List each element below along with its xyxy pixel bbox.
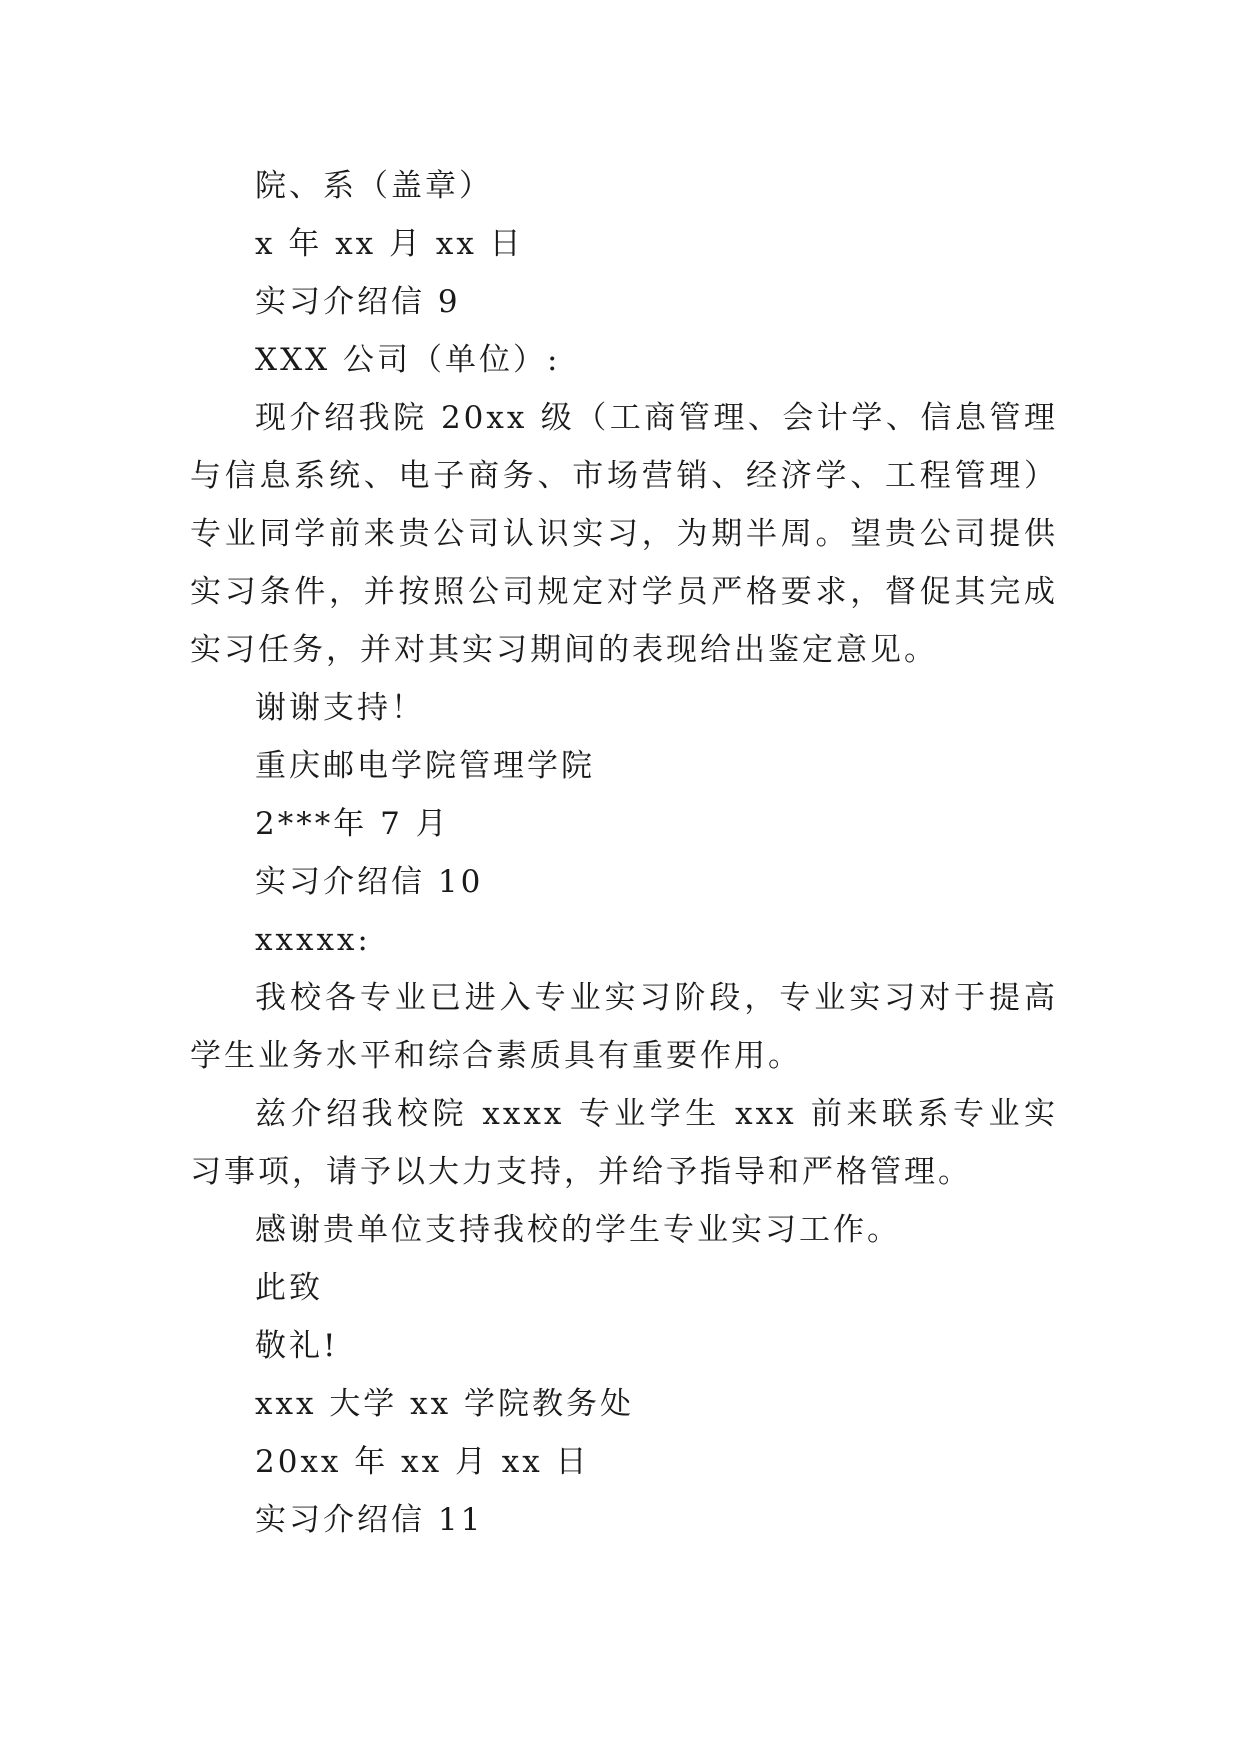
letter-title: 实习介绍信 10 <box>255 864 484 900</box>
body-paragraph: 兹介绍我校院 xxxx 专业学生 xxx 前来联系专业实习事项，请予以大力支持，并给予指导和严格管理。 <box>190 1096 1058 1190</box>
body-paragraph: 现介绍我院 20xx 级（工商管理、会计学、信息管理与信息系统、电子商务、市场营销、经济学、工程管理）专业同学前来贵公司认识实习，为期半周。望贵公司提供实习条件，并按照公司规定对学员严格要求，督促其完成实习任务，并对其实习期间的表现给出鉴定意见。 <box>190 400 1058 668</box>
salutation-line: 敬礼! <box>255 1328 339 1364</box>
date-line: 2***年 7 月 <box>255 806 450 842</box>
recipient-line: XXX 公司（单位）: <box>255 342 561 378</box>
document-body <box>190 157 1058 1549</box>
date-line: x 年 xx 月 xx 日 <box>255 226 524 262</box>
thanks-line: 谢谢支持！ <box>255 690 425 726</box>
letter-title: 实习介绍信 11 <box>255 1502 484 1538</box>
seal-line: 院、系（盖章） <box>255 168 493 204</box>
closing-line: 此致 <box>255 1270 323 1306</box>
body-paragraph: 我校各专业已进入专业实习阶段，专业实习对于提高学生业务水平和综合素质具有重要作用。 <box>190 980 1058 1074</box>
date-line: 20xx 年 xx 月 xx 日 <box>255 1444 590 1480</box>
thanks-line: 感谢贵单位支持我校的学生专业实习工作。 <box>255 1212 901 1248</box>
letter-title: 实习介绍信 9 <box>255 284 461 320</box>
recipient-line: xxxxx: <box>255 922 371 958</box>
sender-line: 重庆邮电学院管理学院 <box>255 748 595 784</box>
sender-line: xxx 大学 xx 学院教务处 <box>255 1386 634 1422</box>
